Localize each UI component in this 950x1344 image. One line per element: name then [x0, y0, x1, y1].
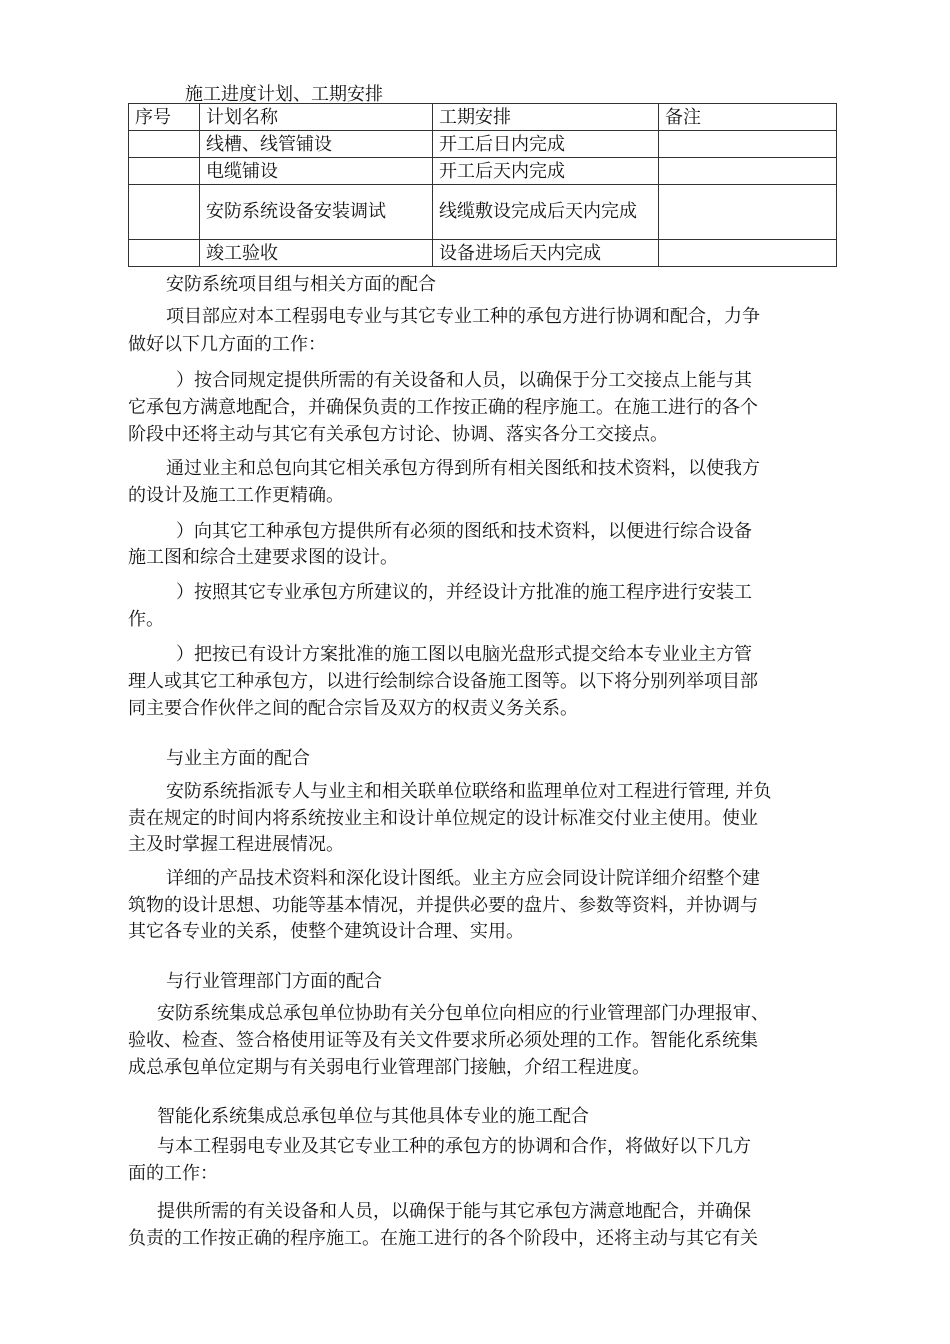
row-seq	[129, 185, 200, 240]
paragraph-line: 同主要合作伙伴之间的配合宗旨及双方的权责义务关系。	[128, 698, 578, 719]
row-seq	[129, 158, 200, 185]
row-note	[659, 158, 837, 185]
paragraph-line: 面的工作：	[128, 1163, 218, 1184]
table-title: 施工进度计划、工期安排	[185, 84, 383, 105]
header-plan-name: 计划名称	[200, 104, 433, 131]
row-schedule: 设备进场后天内完成	[433, 240, 659, 267]
paragraph-line: 作。	[128, 609, 164, 630]
table-row	[129, 240, 837, 267]
paragraph-line: 项目部应对本工程弱电专业与其它专业工种的承包方进行协调和配合，力争	[166, 306, 760, 327]
paragraph-line: 其它各专业的关系，使整个建筑设计合理、实用。	[128, 921, 524, 942]
paragraph-line: 责在规定的时间内将系统按业主和设计单位规定的设计标准交付业主使用。使业	[128, 808, 758, 829]
paragraph-line: 理人或其它工种承包方，以进行绘制综合设备施工图等。以下将分别列举项目部	[128, 671, 758, 692]
row-note	[659, 240, 837, 267]
paragraph-line: ）按合同规定提供所需的有关设备和人员，以确保于分工交接点上能与其	[176, 370, 752, 391]
paragraph-line: ）向其它工种承包方提供所有必须的图纸和技术资料，以便进行综合设备	[176, 521, 752, 542]
paragraph-line: 成总承包单位定期与有关弱电行业管理部门接触，介绍工程进度。	[128, 1057, 650, 1078]
paragraph-line: 安防系统指派专人与业主和相关联单位联络和监理单位对工程进行管理, 并负	[166, 781, 772, 802]
paragraph-line: ）按照其它专业承包方所建议的，并经设计方批准的施工程序进行安装工	[176, 582, 752, 603]
header-seq: 序号	[129, 104, 200, 131]
paragraph-line: 安防系统集成总承包单位协助有关分包单位向相应的行业管理部门办理报审、	[157, 1003, 769, 1024]
row-seq	[129, 240, 200, 267]
paragraph-line: 通过业主和总包向其它相关承包方得到所有相关图纸和技术资料，以使我方	[166, 458, 760, 479]
paragraph-line: 主及时掌握工程进展情况。	[128, 834, 344, 855]
paragraph-line: 详细的产品技术资料和深化设计图纸。业主方应会同设计院详细介绍整个建	[166, 868, 760, 889]
row-note	[659, 131, 837, 158]
paragraph-line: 负责的工作按正确的程序施工。在施工进行的各个阶段中，还将主动与其它有关	[128, 1228, 758, 1249]
row-plan-name: 线槽、线管铺设	[200, 131, 433, 158]
paragraph-line: 它承包方满意地配合，并确保负责的工作按正确的程序施工。在施工进行的各个	[128, 397, 758, 418]
schedule-table	[128, 103, 837, 267]
row-note	[659, 185, 837, 240]
table-row	[129, 158, 837, 185]
section-heading: 安防系统项目组与相关方面的配合	[166, 274, 436, 295]
row-plan-name: 电缆铺设	[200, 158, 433, 185]
row-seq	[129, 131, 200, 158]
paragraph-line: 与本工程弱电专业及其它专业工种的承包方的协调和合作，将做好以下几方	[157, 1136, 751, 1157]
row-plan-name: 安防系统设备安装调试	[200, 185, 433, 240]
table-row	[129, 185, 837, 240]
paragraph-line: 提供所需的有关设备和人员，以确保于能与其它承包方满意地配合，并确保	[157, 1201, 751, 1222]
section-heading: 与行业管理部门方面的配合	[166, 971, 382, 992]
paragraph-line: 做好以下几方面的工作：	[128, 334, 326, 355]
paragraph-line: ）把按已有设计方案批准的施工图以电脑光盘形式提交给本专业业主方管	[176, 644, 752, 665]
paragraph-line: 筑物的设计思想、功能等基本情况，并提供必要的盘片、参数等资料，并协调与	[128, 895, 758, 916]
paragraph-line: 阶段中还将主动与其它有关承包方讨论、协调、落实各分工交接点。	[128, 424, 668, 445]
paragraph-line: 验收、检查、签合格使用证等及有关文件要求所必须处理的工作。智能化系统集	[128, 1030, 758, 1051]
table-header-row	[129, 104, 837, 131]
paragraph-line: 施工图和综合土建要求图的设计。	[128, 547, 398, 568]
table-row	[129, 131, 837, 158]
section-heading: 与业主方面的配合	[166, 748, 310, 769]
header-schedule: 工期安排	[433, 104, 659, 131]
section-heading: 智能化系统集成总承包单位与其他具体专业的施工配合	[157, 1106, 589, 1127]
paragraph-line: 的设计及施工工作更精确。	[128, 485, 344, 506]
header-note: 备注	[659, 104, 837, 131]
row-schedule: 线缆敷设完成后天内完成	[433, 185, 659, 240]
row-plan-name: 竣工验收	[200, 240, 433, 267]
row-schedule: 开工后日内完成	[433, 131, 659, 158]
row-schedule: 开工后天内完成	[433, 158, 659, 185]
